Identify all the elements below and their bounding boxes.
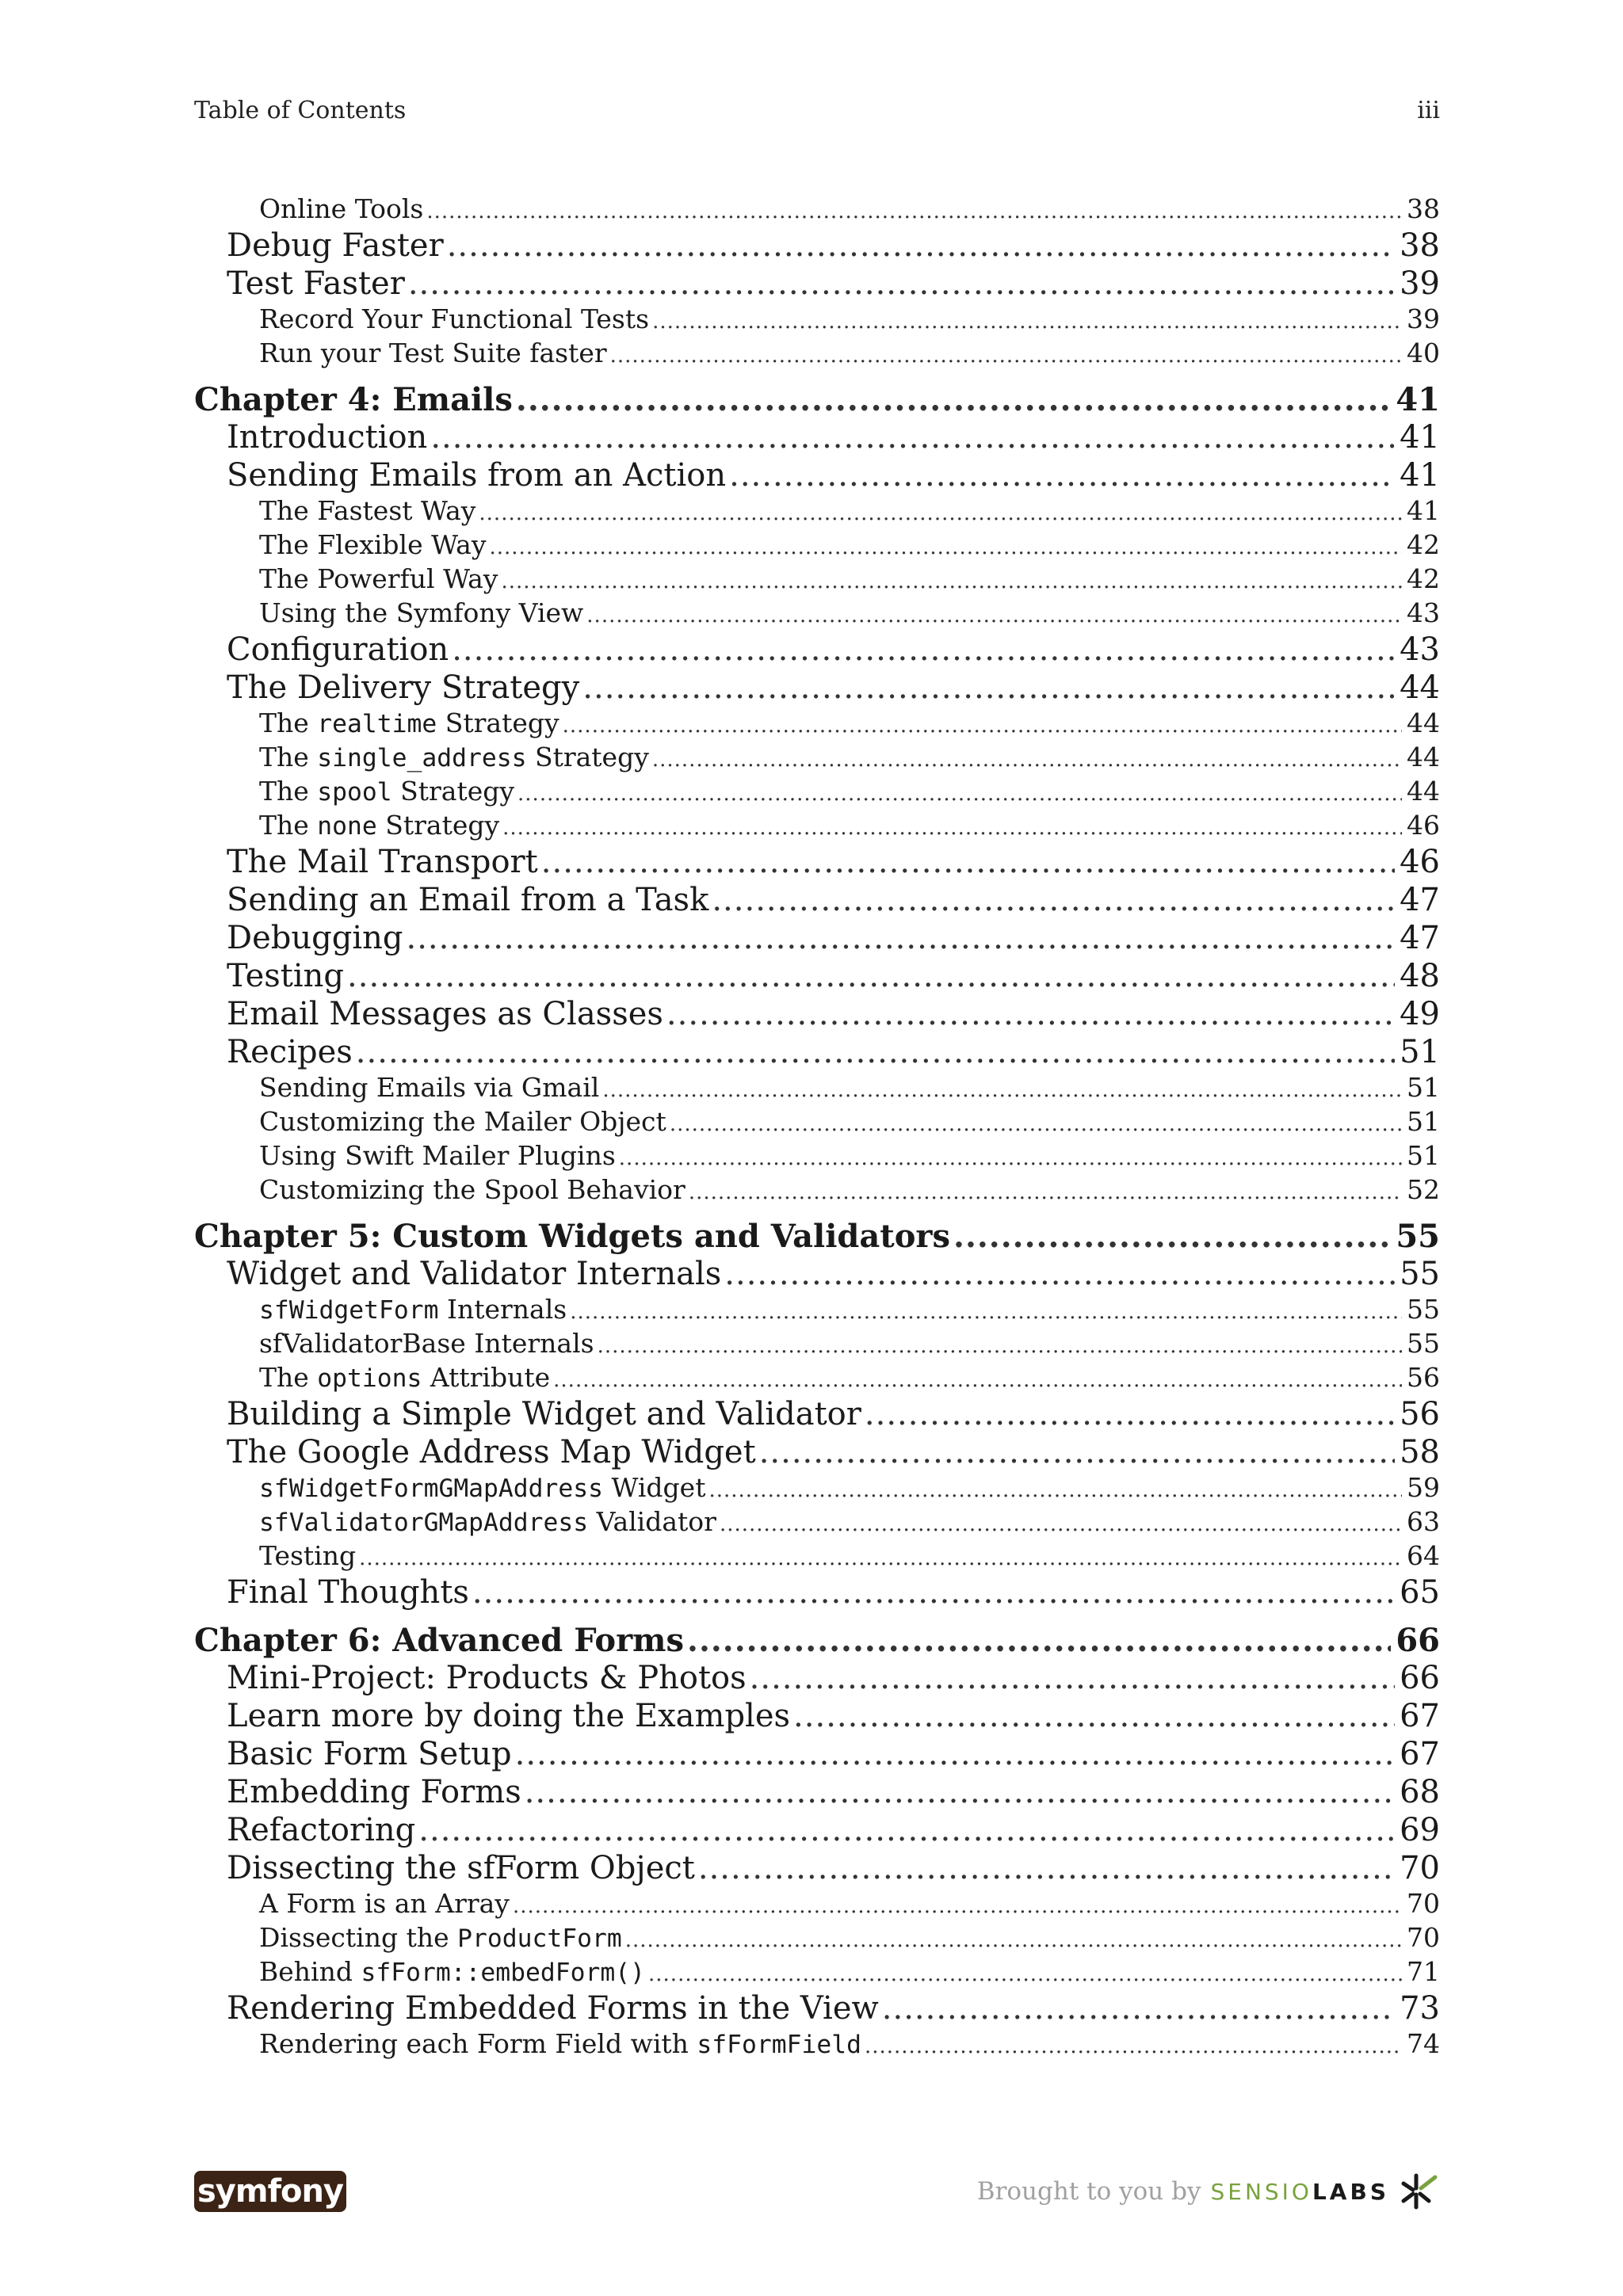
toc-entry-title bbox=[227, 457, 726, 494]
toc-subsection-entry[interactable] bbox=[194, 1888, 1440, 1922]
toc-entry-text: Chapter 6: Advanced Forms bbox=[194, 1622, 685, 1659]
toc-page-number: 70 bbox=[1407, 1888, 1440, 1919]
toc-subsection-entry[interactable] bbox=[194, 1294, 1440, 1328]
toc-entry-text: The bbox=[259, 707, 318, 738]
toc-subsection-entry[interactable] bbox=[194, 1362, 1440, 1396]
toc-entry-title bbox=[227, 996, 663, 1032]
toc-entry-title bbox=[259, 1174, 685, 1205]
toc-entry-title bbox=[259, 1294, 567, 1325]
toc-entry-text: Customizing the Mailer Object bbox=[259, 1106, 666, 1137]
toc-entry-code: spool bbox=[317, 778, 392, 807]
toc-section-entry[interactable] bbox=[194, 227, 1440, 265]
toc-page-number: 71 bbox=[1407, 1956, 1440, 1987]
toc-entry-title bbox=[227, 1660, 747, 1696]
toc-section-entry[interactable] bbox=[194, 669, 1440, 707]
toc-subsection-entry[interactable] bbox=[194, 1472, 1440, 1506]
toc-entry-title bbox=[259, 1328, 594, 1359]
toc-entry-title bbox=[194, 1218, 950, 1255]
toc-entry-title bbox=[259, 597, 583, 628]
toc-entry-text: Customizing the Spool Behavior bbox=[259, 1174, 685, 1205]
toc-section-entry[interactable] bbox=[194, 1774, 1440, 1812]
toc-subsection-entry[interactable] bbox=[194, 193, 1440, 227]
toc-entry-title bbox=[227, 1812, 415, 1848]
toc-entry-title bbox=[259, 563, 498, 594]
toc-section-entry[interactable] bbox=[194, 457, 1440, 495]
toc-entry-title bbox=[259, 529, 487, 560]
toc-entry-code: sfWidgetFormGMapAddress bbox=[259, 1474, 604, 1503]
toc-page-number: 58 bbox=[1400, 1434, 1440, 1470]
toc-subsection-entry[interactable] bbox=[194, 810, 1440, 844]
dot-leader bbox=[479, 495, 1402, 526]
toc-entry-title bbox=[227, 1850, 695, 1886]
toc-entry-title bbox=[227, 265, 405, 302]
toc-entry-title bbox=[259, 1922, 622, 1953]
toc-page-number: 38 bbox=[1407, 193, 1440, 224]
toc-entry-text: The Flexible Way bbox=[259, 529, 487, 560]
toc-section-entry[interactable] bbox=[194, 882, 1440, 920]
toc-page-number: 69 bbox=[1400, 1812, 1440, 1848]
dot-leader bbox=[652, 742, 1402, 772]
toc-entry-text: Embedding Forms bbox=[227, 1774, 521, 1810]
dot-leader bbox=[793, 1698, 1395, 1734]
toc-entry-title bbox=[227, 958, 344, 994]
toc-page-number: 42 bbox=[1407, 529, 1440, 560]
toc-page-number: 52 bbox=[1407, 1174, 1440, 1205]
toc-entry-code: single_address bbox=[317, 744, 527, 772]
toc-section-entry[interactable] bbox=[194, 958, 1440, 996]
toc-page-number: 51 bbox=[1407, 1072, 1440, 1103]
toc-subsection-entry[interactable] bbox=[194, 1956, 1440, 1990]
dot-leader bbox=[515, 1736, 1395, 1772]
toc-section-entry[interactable] bbox=[194, 1736, 1440, 1774]
toc-entry-title bbox=[259, 1888, 510, 1919]
toc-section-entry[interactable] bbox=[194, 1434, 1440, 1472]
dot-leader bbox=[586, 597, 1402, 628]
toc-entry-title bbox=[227, 1396, 861, 1432]
toc-entry-text: Widget and Validator Internals bbox=[227, 1256, 722, 1292]
toc-page-number: 42 bbox=[1407, 563, 1440, 594]
toc-entry-text: A Form is an Array bbox=[259, 1888, 510, 1919]
toc-page-number: 38 bbox=[1400, 227, 1440, 264]
toc-entry-title bbox=[227, 882, 708, 918]
toc-entry-text: Configuration bbox=[227, 631, 449, 668]
dot-leader bbox=[472, 1574, 1395, 1611]
toc-section-entry[interactable] bbox=[194, 1812, 1440, 1850]
dot-leader bbox=[356, 1034, 1395, 1070]
toc-page-number: 73 bbox=[1400, 1990, 1440, 2027]
toc-entry-title bbox=[227, 669, 579, 706]
toc-entry-text: Strategy bbox=[376, 810, 500, 841]
toc-page-number: 65 bbox=[1400, 1574, 1440, 1611]
toc-page-number: 41 bbox=[1400, 457, 1440, 494]
toc-entry-title bbox=[227, 1774, 521, 1810]
toc-section-entry[interactable] bbox=[194, 1850, 1440, 1888]
toc-page-number: 40 bbox=[1407, 338, 1440, 368]
dot-leader bbox=[553, 1362, 1402, 1393]
sensiolabs-credit bbox=[977, 2171, 1440, 2212]
toc-section-entry[interactable] bbox=[194, 1698, 1440, 1736]
toc-page-number: 43 bbox=[1400, 631, 1440, 668]
toc-page-number: 44 bbox=[1407, 707, 1440, 738]
toc-entry-text: Using Swift Mailer Plugins bbox=[259, 1140, 616, 1171]
dot-leader bbox=[625, 1922, 1402, 1953]
toc-page-number: 55 bbox=[1396, 1218, 1440, 1255]
toc-entry-text: Sending Emails from an Action bbox=[227, 457, 727, 494]
toc-subsection-entry[interactable] bbox=[194, 529, 1440, 563]
dot-leader bbox=[610, 338, 1402, 368]
dot-leader bbox=[724, 1256, 1395, 1292]
toc-page-number: 68 bbox=[1400, 1774, 1440, 1810]
toc-page-number: 49 bbox=[1400, 996, 1440, 1032]
table-of-contents bbox=[194, 193, 1440, 2062]
toc-entry-title bbox=[259, 1362, 550, 1393]
toc-subsection-entry[interactable] bbox=[194, 338, 1440, 372]
toc-entry-title bbox=[227, 227, 444, 264]
toc-page-number: 70 bbox=[1407, 1922, 1440, 1953]
toc-entry-text: The Mail Transport bbox=[227, 844, 538, 880]
symfony-logo: symfony bbox=[194, 2171, 346, 2212]
toc-entry-text: Strategy bbox=[437, 707, 559, 738]
dot-leader bbox=[516, 381, 1391, 418]
toc-chapter-entry[interactable] bbox=[194, 381, 1440, 419]
toc-section-entry[interactable] bbox=[194, 1396, 1440, 1434]
toc-entry-title bbox=[259, 1540, 356, 1571]
toc-subsection-entry[interactable] bbox=[194, 2028, 1440, 2062]
toc-page-number: 44 bbox=[1400, 669, 1440, 706]
toc-entry-text: The bbox=[259, 742, 318, 772]
toc-section-entry[interactable] bbox=[194, 265, 1440, 303]
toc-entry-text: The bbox=[259, 776, 318, 807]
toc-page-number: 59 bbox=[1407, 1472, 1440, 1503]
toc-entry-text: The Delivery Strategy bbox=[227, 669, 580, 706]
toc-entry-text: The Google Address Map Widget bbox=[227, 1434, 756, 1470]
dot-leader bbox=[525, 1774, 1395, 1810]
dot-leader bbox=[563, 707, 1402, 738]
toc-entry-code: ProductForm bbox=[457, 1924, 622, 1953]
dot-leader bbox=[708, 1472, 1402, 1503]
toc-entry-text: Recipes bbox=[227, 1034, 353, 1070]
toc-section-entry[interactable] bbox=[194, 1574, 1440, 1612]
toc-entry-text: Strategy bbox=[526, 742, 649, 772]
toc-entry-title bbox=[194, 1622, 684, 1659]
dot-leader bbox=[347, 958, 1395, 994]
toc-entry-text: Chapter 5: Custom Widgets and Validators bbox=[194, 1218, 951, 1255]
running-header-title: Table of Contents bbox=[194, 97, 407, 124]
page-number: iii bbox=[1417, 97, 1440, 124]
toc-section-entry[interactable] bbox=[194, 1660, 1440, 1698]
toc-subsection-entry[interactable] bbox=[194, 597, 1440, 631]
dot-leader bbox=[582, 669, 1395, 706]
toc-entry-text: Validator bbox=[588, 1506, 716, 1537]
toc-page-number: 44 bbox=[1407, 742, 1440, 772]
toc-entry-title bbox=[259, 1472, 705, 1503]
toc-entry-title bbox=[259, 1072, 599, 1103]
dot-leader bbox=[502, 810, 1402, 841]
toc-entry-title bbox=[227, 419, 427, 456]
sensio-wordmark: SENSIO bbox=[1210, 2178, 1312, 2205]
toc-page-number: 39 bbox=[1407, 303, 1440, 334]
toc-section-entry[interactable] bbox=[194, 419, 1440, 457]
dot-leader bbox=[720, 1506, 1402, 1537]
toc-section-entry[interactable] bbox=[194, 996, 1440, 1034]
dot-leader bbox=[619, 1140, 1402, 1171]
toc-entry-text: The bbox=[259, 1362, 318, 1393]
toc-entry-text: Email Messages as Classes bbox=[227, 996, 663, 1032]
dot-leader bbox=[418, 1812, 1395, 1848]
dot-leader bbox=[882, 1990, 1395, 2027]
toc-entry-text: Run your Test Suite faster bbox=[259, 338, 607, 368]
toc-section-entry[interactable] bbox=[194, 844, 1440, 882]
toc-entry-text: Testing bbox=[227, 958, 345, 994]
toc-page-number: 47 bbox=[1400, 920, 1440, 956]
dot-leader bbox=[602, 1072, 1402, 1103]
dot-leader bbox=[689, 1174, 1402, 1205]
toc-page-number: 41 bbox=[1400, 419, 1440, 456]
toc-entry-title bbox=[227, 920, 403, 956]
toc-entry-text: Widget bbox=[603, 1472, 706, 1503]
toc-entry-title bbox=[227, 1256, 721, 1292]
toc-entry-text: Using the Symfony View bbox=[259, 597, 584, 628]
toc-page-number: 67 bbox=[1400, 1736, 1440, 1772]
toc-page-number: 51 bbox=[1407, 1106, 1440, 1137]
toc-page-number: 41 bbox=[1396, 381, 1440, 418]
toc-entry-text: Debugging bbox=[227, 920, 403, 956]
dot-leader bbox=[666, 996, 1395, 1032]
toc-entry-title bbox=[259, 1956, 645, 1987]
dot-leader bbox=[452, 631, 1395, 668]
toc-page-number: 51 bbox=[1400, 1034, 1440, 1070]
toc-entry-text: Refactoring bbox=[227, 1812, 416, 1848]
toc-entry-text: Mini-Project: Products & Photos bbox=[227, 1660, 747, 1696]
dot-leader bbox=[865, 1396, 1395, 1432]
toc-entry-text: The Powerful Way bbox=[259, 563, 498, 594]
toc-section-entry[interactable] bbox=[194, 1990, 1440, 2028]
toc-entry-text: Debug Faster bbox=[227, 227, 444, 264]
toc-entry-title bbox=[259, 303, 649, 334]
toc-entry-title bbox=[259, 338, 607, 368]
dot-leader bbox=[513, 1888, 1402, 1919]
toc-entry-text: Behind bbox=[259, 1956, 361, 1987]
toc-entry-text: Learn more by doing the Examples bbox=[227, 1698, 791, 1734]
toc-entry-title bbox=[227, 1736, 512, 1772]
toc-entry-text: Attribute bbox=[422, 1362, 551, 1393]
toc-subsection-entry[interactable] bbox=[194, 495, 1440, 529]
dot-leader bbox=[570, 1294, 1402, 1325]
dot-leader bbox=[712, 882, 1395, 918]
toc-entry-text: The bbox=[259, 810, 318, 841]
toc-subsection-entry[interactable] bbox=[194, 1506, 1440, 1540]
toc-section-entry[interactable] bbox=[194, 631, 1440, 669]
toc-entry-title bbox=[259, 707, 559, 738]
toc-entry-text: Final Thoughts bbox=[227, 1574, 469, 1611]
dot-leader bbox=[729, 457, 1395, 494]
toc-subsection-entry[interactable] bbox=[194, 1072, 1440, 1106]
toc-entry-title bbox=[259, 193, 423, 224]
toc-entry-text: sfValidatorBase Internals bbox=[259, 1328, 594, 1359]
toc-page-number: 41 bbox=[1407, 495, 1440, 526]
toc-page-number: 39 bbox=[1400, 265, 1440, 302]
toc-entry-text: The Fastest Way bbox=[259, 495, 476, 526]
toc-entry-text: Basic Form Setup bbox=[227, 1736, 512, 1772]
dot-leader bbox=[426, 193, 1402, 224]
dot-leader bbox=[408, 265, 1395, 302]
dot-leader bbox=[517, 776, 1402, 807]
toc-entry-code: sfWidgetForm bbox=[259, 1296, 439, 1325]
toc-page-number: 66 bbox=[1400, 1660, 1440, 1696]
toc-page-number: 46 bbox=[1407, 810, 1440, 841]
dot-leader bbox=[865, 2028, 1402, 2059]
toc-entry-title bbox=[227, 844, 538, 880]
toc-entry-code: sfFormField bbox=[697, 2031, 861, 2059]
toc-entry-title bbox=[194, 381, 513, 418]
toc-entry-code: sfForm::embedForm() bbox=[361, 1958, 646, 1987]
toc-subsection-entry[interactable] bbox=[194, 1540, 1440, 1574]
dot-leader bbox=[759, 1434, 1395, 1470]
toc-entry-text: Rendering each Form Field with bbox=[259, 2028, 697, 2059]
toc-subsection-entry[interactable] bbox=[194, 563, 1440, 597]
toc-entry-title bbox=[259, 495, 475, 526]
toc-entry-title bbox=[259, 742, 649, 772]
dot-leader bbox=[670, 1106, 1402, 1137]
dot-leader bbox=[501, 563, 1402, 594]
dot-leader bbox=[541, 844, 1395, 880]
toc-entry-title bbox=[259, 2028, 861, 2059]
brought-by-text: Brought to you by bbox=[976, 2177, 1201, 2206]
toc-entry-text: Dissecting the sfForm Object bbox=[227, 1850, 695, 1886]
toc-page-number: 47 bbox=[1400, 882, 1440, 918]
toc-page-number: 55 bbox=[1407, 1294, 1440, 1325]
toc-section-entry[interactable] bbox=[194, 1034, 1440, 1072]
toc-entry-text: Dissecting the bbox=[259, 1922, 458, 1953]
toc-page-number: 55 bbox=[1400, 1256, 1440, 1292]
dot-leader bbox=[430, 419, 1395, 456]
toc-page-number: 56 bbox=[1407, 1362, 1440, 1393]
dot-leader bbox=[447, 227, 1395, 264]
toc-entry-text: Strategy bbox=[391, 776, 515, 807]
toc-section-entry[interactable] bbox=[194, 1256, 1440, 1294]
toc-entry-title bbox=[227, 1434, 756, 1470]
toc-entry-text: Rendering Embedded Forms in the View bbox=[227, 1990, 879, 2027]
toc-entry-text: Introduction bbox=[227, 419, 428, 456]
toc-entry-title bbox=[227, 1990, 879, 2027]
toc-entry-title bbox=[259, 776, 514, 807]
toc-page-number: 55 bbox=[1407, 1328, 1440, 1359]
dot-leader bbox=[359, 1540, 1402, 1571]
toc-section-entry[interactable] bbox=[194, 920, 1440, 958]
toc-entry-title bbox=[227, 1698, 790, 1734]
toc-entry-code: options bbox=[317, 1364, 422, 1393]
toc-subsection-entry[interactable] bbox=[194, 707, 1440, 742]
toc-entry-code: none bbox=[317, 812, 377, 841]
toc-entry-code: realtime bbox=[317, 710, 437, 738]
toc-entry-title bbox=[259, 1140, 616, 1171]
toc-entry-text: Online Tools bbox=[259, 193, 424, 224]
toc-subsection-entry[interactable] bbox=[194, 1106, 1440, 1140]
toc-page-number: 63 bbox=[1407, 1506, 1440, 1537]
dot-leader bbox=[652, 303, 1402, 334]
toc-entry-text: Chapter 4: Emails bbox=[194, 381, 513, 418]
toc-page-number: 74 bbox=[1407, 2028, 1440, 2059]
toc-entry-title bbox=[227, 1574, 469, 1611]
toc-chapter-entry[interactable] bbox=[194, 1622, 1440, 1660]
toc-subsection-entry[interactable] bbox=[194, 742, 1440, 776]
toc-subsection-entry[interactable] bbox=[194, 1328, 1440, 1362]
toc-page-number: 66 bbox=[1396, 1622, 1440, 1659]
toc-page-number: 67 bbox=[1400, 1698, 1440, 1734]
toc-entry-text: Sending an Email from a Task bbox=[227, 882, 709, 918]
dot-leader bbox=[750, 1660, 1395, 1696]
toc-subsection-entry[interactable] bbox=[194, 1140, 1440, 1174]
toc-subsection-entry[interactable] bbox=[194, 1174, 1440, 1208]
toc-entry-text: Test Faster bbox=[227, 265, 405, 302]
toc-page-number: 48 bbox=[1400, 958, 1440, 994]
toc-page-number: 46 bbox=[1400, 844, 1440, 880]
toc-entry-title bbox=[227, 631, 449, 668]
sensiolabs-star-icon bbox=[1399, 2172, 1440, 2210]
dot-leader bbox=[648, 1956, 1402, 1987]
toc-entry-title bbox=[227, 1034, 353, 1070]
page-header bbox=[194, 97, 1440, 124]
toc-page-number: 56 bbox=[1400, 1396, 1440, 1432]
toc-entry-code: sfValidatorGMapAddress bbox=[259, 1508, 589, 1537]
toc-entry-title bbox=[259, 1106, 666, 1137]
dot-leader bbox=[698, 1850, 1395, 1886]
toc-subsection-entry[interactable] bbox=[194, 303, 1440, 338]
toc-entry-text: Internals bbox=[438, 1294, 567, 1325]
labs-wordmark: LABS bbox=[1312, 2178, 1389, 2205]
dot-leader bbox=[490, 529, 1403, 560]
dot-leader bbox=[598, 1328, 1402, 1359]
toc-chapter-entry[interactable] bbox=[194, 1218, 1440, 1256]
dot-leader bbox=[406, 920, 1395, 956]
toc-entry-text: Testing bbox=[259, 1540, 357, 1571]
toc-entry-text: Sending Emails via Gmail bbox=[259, 1072, 600, 1103]
toc-page-number: 44 bbox=[1407, 776, 1440, 807]
toc-entry-text: Building a Simple Widget and Validator bbox=[227, 1396, 861, 1432]
toc-entry-text: Record Your Functional Tests bbox=[259, 303, 650, 334]
toc-subsection-entry[interactable] bbox=[194, 1922, 1440, 1956]
toc-page-number: 51 bbox=[1407, 1140, 1440, 1171]
toc-page-number: 70 bbox=[1400, 1850, 1440, 1886]
toc-subsection-entry[interactable] bbox=[194, 776, 1440, 810]
toc-page-number: 64 bbox=[1407, 1540, 1440, 1571]
dot-leader bbox=[687, 1622, 1391, 1659]
dot-leader bbox=[953, 1218, 1391, 1255]
toc-page-number: 43 bbox=[1407, 597, 1440, 628]
toc-entry-title bbox=[259, 810, 499, 841]
toc-entry-title bbox=[259, 1506, 716, 1537]
